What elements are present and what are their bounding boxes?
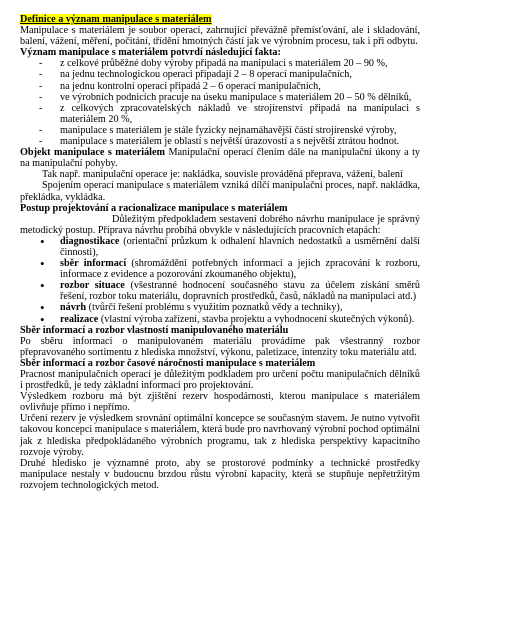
list-item [20, 302, 420, 313]
facts-list [20, 58, 420, 147]
object-heading: Objekt manipulace s materiálem [20, 147, 165, 159]
combination-paragraph: Spojením operací manipulace s materiálem vzniká dílčí manipulační proces, např. nakládka, překládka, vykládka. [20, 180, 420, 203]
page-title: Definice a význam manipulace s materiálem [20, 14, 212, 25]
stage-text: (shromáždění potřebných informací a jejich zpracování k rozboru, informace z evidence a pozorování zkoumaného objektu), [60, 258, 420, 281]
object-paragraph [20, 147, 420, 169]
stage-term: návrh [60, 302, 87, 314]
list-item [20, 280, 420, 302]
time-paragraph-4: Druhé hledisko je významné proto, aby se prostorové podmínky a technické prostředky manipulace nestaly v budoucnu brzdou růstu výrobní kapacity, která se stupňuje nepřetržitým rozvojem technologických metod. [20, 457, 420, 491]
stage-text: (všestranné hodnocení současného stavu za účelem získání směrů řešení, rozbor toku materiálu, dopravních prostředků, časů, nákladů na manipulaci atd.) [60, 280, 420, 303]
list-item: - na jednu kontrolní operaci připadá 2 – 6 operací manipulačních, [20, 81, 420, 92]
list-item: - na jednu technologickou operaci připadají 2 – 8 operací manipulačních, [20, 69, 420, 80]
list-item: - z celkové průběžné doby výroby připadá na manipulaci s materiálem 20 – 90 %, [20, 58, 420, 69]
collection-paragraph: Po sběru informací o manipulovaném materiálu provádíme pak všestranný rozbor přepravovaného sortimentu z hlediska množství, výkonu, paletizace, intenzity toku materiálu atd. [20, 335, 420, 358]
stage-term: sběr informací [60, 258, 127, 270]
stage-text: (orientační průzkum k odhalení hlavních nedostatků a usměrnění další činnosti), [60, 235, 420, 258]
operations-paragraph: Tak např. manipulační operace je: nakládka, souvisle prováděná přeprava, vážení, balení [42, 169, 403, 181]
stage-text: (vlastní výroba zařízení, stavba projektu a vyhodnocení skutečných výkonů). [98, 313, 415, 325]
time-paragraph-2: Výsledkem rozboru má být zjištění rezerv hospodárnosti, kterou manipulace s materiálem ovlivňuje přímo i nepřímo. [20, 391, 420, 414]
time-heading: Sběr informací a rozbor časové náročnosti manipulace s materiálem [20, 357, 316, 369]
stage-term: rozbor situace [60, 280, 125, 292]
time-paragraph-3: Určení rezerv je výsledkem srovnání optimální koncepce se současným stavem. Je nutno vytvořit takovou koncepci manipulace s materiálem, která bude pro navrhovaný výrobní pochod optimální jak z hlediska předpokládaného výrobních programu, tak z hlediska perspektivy kapacitního rozvoje výroby. [20, 413, 420, 458]
intro-paragraph: Manipulace s materiálem je soubor operací, zahrnující převážně přemísťování, ale i skladování, balení, vážení, měření, počítání, třídění hmotných částí jak ve výrobním procesu, tak i při odbytu. [20, 25, 420, 48]
procedure-paragraph: Důležitým předpokladem sestavení dobrého návrhu manipulace je správný metodický postup. Příprava návrhu probíhá obvykle v následujících pracovních etapách: [20, 213, 420, 236]
list-item [20, 258, 420, 280]
list-item [20, 314, 420, 325]
time-paragraph-1: Pracnost manipulačních operací je důležitým podkladem pro určení počtu manipulačních dělníků i prostředků, je tedy základní informací pro projektování. [20, 369, 420, 392]
stage-term: realizace [60, 313, 99, 325]
list-item [20, 236, 420, 258]
collection-heading: Sběr informací a rozbor vlastností manipulovaného materiálu [20, 324, 289, 336]
stage-term: diagnostikace [60, 235, 120, 247]
list-item: - z celkových zpracovatelských nákladů ve strojírenství připadá na manipulaci s materiálem 20 %, [20, 103, 420, 125]
list-item: - manipulace s materiálem je oblastí s největší úrazovostí a s největší ztrátou hodnot. [20, 136, 420, 147]
stages-list [20, 236, 420, 325]
object-text: Manipulační operací člením dále na manipulační úkony a ty na manipulační pohyby. [20, 147, 420, 170]
list-item: - manipulace s materiálem je stále fyzicky nejnamáhavější částí strojírenské výroby, [20, 125, 420, 136]
list-item: - ve výrobních podnicích pracuje na úseku manipulace s materiálem 20 – 50 % dělníků, [20, 92, 420, 103]
document-page [20, 14, 420, 491]
facts-heading: Význam manipulace s materiálem potvrdí následující fakta: [20, 47, 281, 59]
stage-text: (tvůrčí řešení problému s využitím poznatků vědy a techniky), [86, 302, 343, 314]
title-line [20, 14, 420, 25]
procedure-heading: Postup projektování a racionalizace manipulace s materiálem [20, 202, 288, 214]
